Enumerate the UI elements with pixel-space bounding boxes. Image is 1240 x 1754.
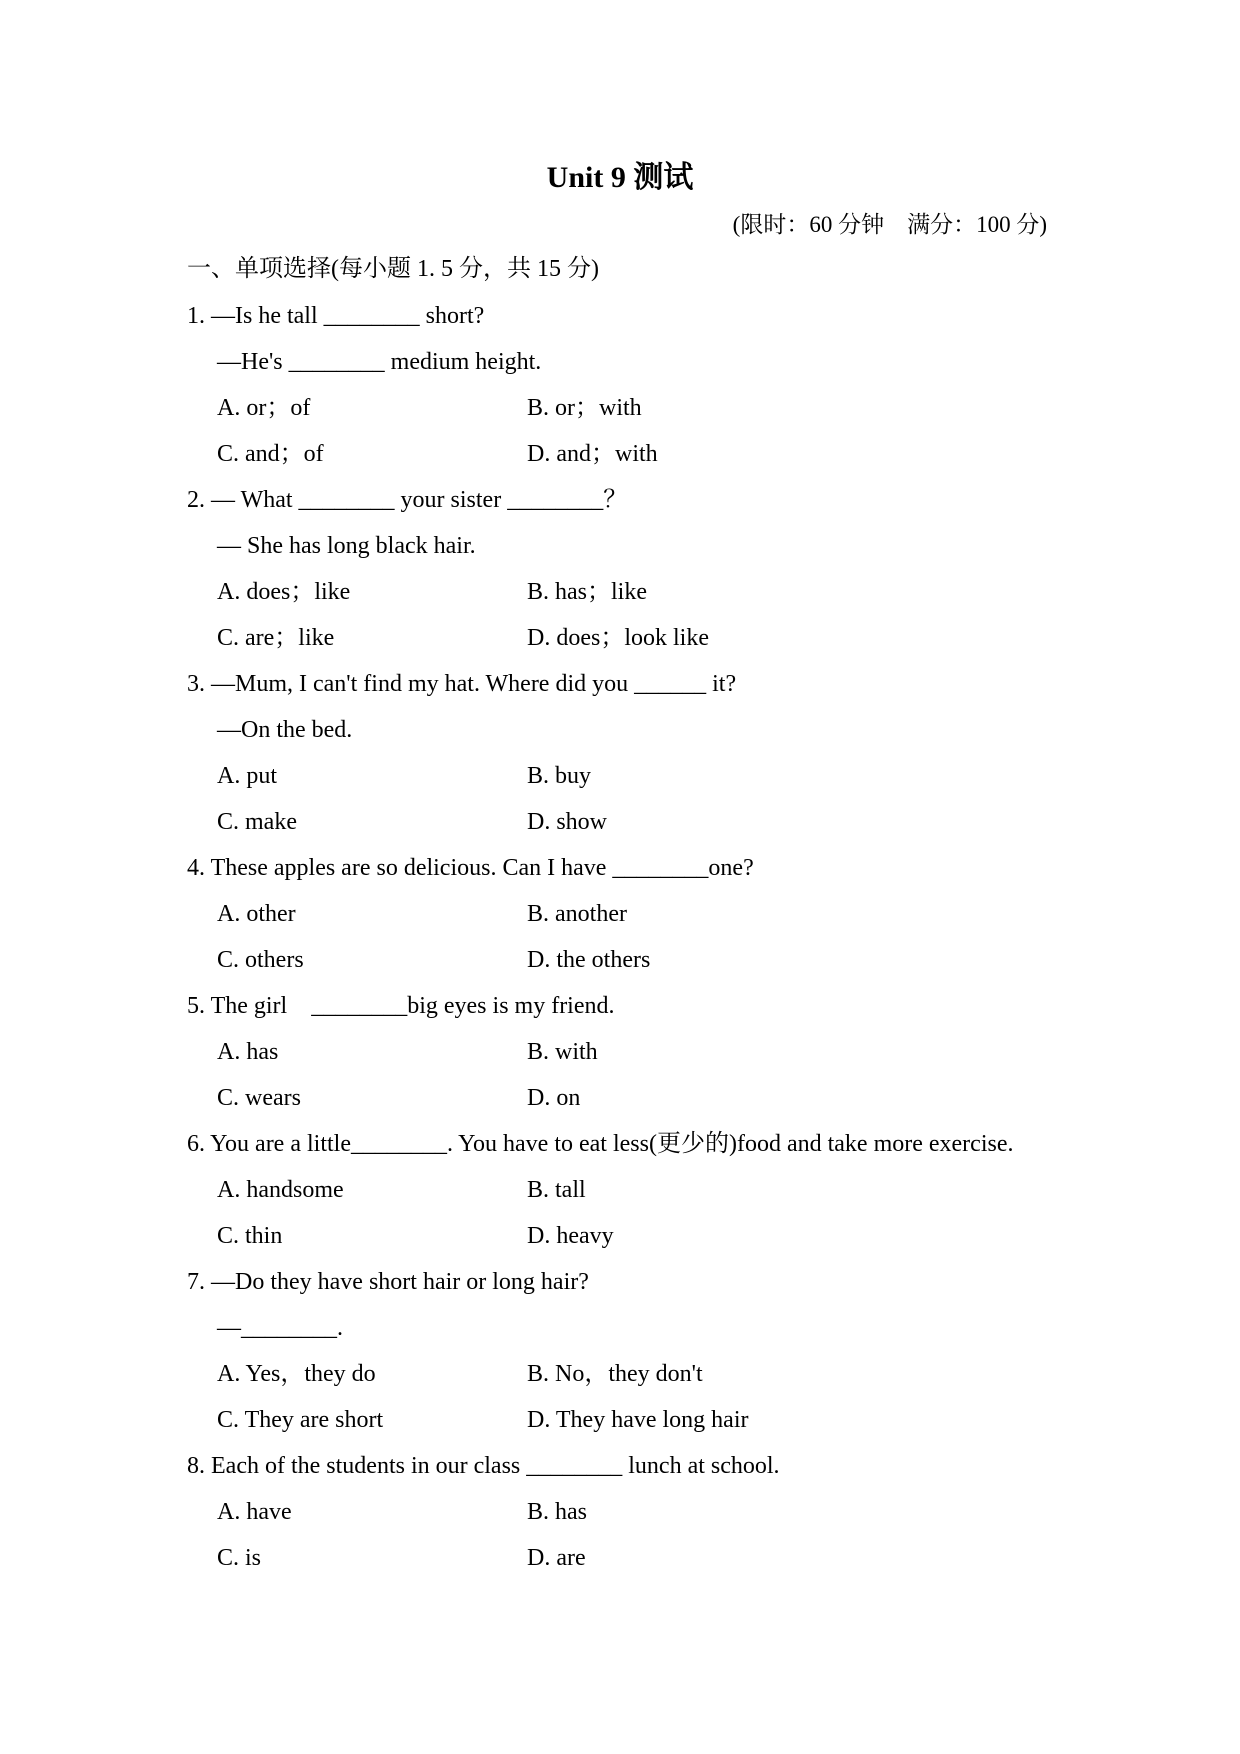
option-row xyxy=(187,942,1067,988)
question-5 xyxy=(187,988,1067,1126)
answer-option: A. does；like xyxy=(217,579,351,605)
answer-option: C. are；like xyxy=(217,625,335,651)
question-stem: 1. —Is he tall ________ short? xyxy=(187,303,485,329)
question-stem: 4. These apples are so delicious. Can I have ________one? xyxy=(187,855,754,881)
question-3 xyxy=(187,666,1067,850)
answer-option: C. make xyxy=(217,809,297,835)
section-heading: 一、单项选择(每小题 1. 5 分，共 15 分) xyxy=(187,256,599,282)
option-row xyxy=(187,1080,1067,1126)
answer-option: A. Yes，they do xyxy=(217,1361,376,1387)
answer-option: A. have xyxy=(217,1499,292,1525)
answer-option: C. is xyxy=(217,1545,262,1571)
option-row xyxy=(187,1034,1067,1080)
option-row xyxy=(187,390,1067,436)
option-row xyxy=(187,1494,1067,1540)
question-stem: 6. You are a little________. You have to eat less(更少的)food and take more exercise. xyxy=(187,1131,1014,1157)
answer-option: B. buy xyxy=(527,763,592,789)
option-row xyxy=(187,896,1067,942)
option-row xyxy=(187,804,1067,850)
answer-option: D. are xyxy=(527,1545,586,1571)
question-8 xyxy=(187,1448,1067,1586)
question-6 xyxy=(187,1126,1067,1264)
option-row xyxy=(187,1172,1067,1218)
question-list xyxy=(187,298,1067,1586)
answer-option: B. No，they don't xyxy=(527,1361,703,1387)
option-row xyxy=(187,574,1067,620)
time-score-limit: (限时：60 分钟 满分：100 分) xyxy=(732,212,1047,237)
question-2 xyxy=(187,482,1067,666)
page-title: Unit 9 测试 xyxy=(546,161,694,194)
question-stem: 2. — What ________ your sister ________？ xyxy=(187,487,628,513)
option-row xyxy=(187,1402,1067,1448)
answer-option: B. another xyxy=(527,901,627,927)
answer-option: A. has xyxy=(217,1039,279,1065)
question-stem: 5. The girl ________big eyes is my friend. xyxy=(187,993,615,1019)
question-response-line: —On the bed. xyxy=(217,717,353,743)
question-response-line: —________. xyxy=(217,1315,343,1341)
answer-option: D. and；with xyxy=(527,441,658,467)
question-7 xyxy=(187,1264,1067,1448)
question-1 xyxy=(187,298,1067,482)
option-row xyxy=(187,620,1067,666)
answer-option: B. has；like xyxy=(527,579,647,605)
answer-option: D. the others xyxy=(527,947,651,973)
answer-option: B. tall xyxy=(527,1177,586,1203)
answer-option: D. heavy xyxy=(527,1223,614,1249)
answer-option: C. others xyxy=(217,947,304,973)
question-4 xyxy=(187,850,1067,988)
answer-option: C. wears xyxy=(217,1085,301,1111)
answer-option: D. on xyxy=(527,1085,581,1111)
question-stem: 8. Each of the students in our class ________ lunch at school. xyxy=(187,1453,780,1479)
option-row xyxy=(187,1356,1067,1402)
answer-option: C. thin xyxy=(217,1223,283,1249)
answer-option: C. They are short xyxy=(217,1407,384,1433)
answer-option: B. or；with xyxy=(527,395,642,421)
answer-option: D. show xyxy=(527,809,608,835)
answer-option: D. does；look like xyxy=(527,625,709,651)
answer-option: C. and；of xyxy=(217,441,324,467)
answer-option: B. with xyxy=(527,1039,598,1065)
question-stem: 7. —Do they have short hair or long hair? xyxy=(187,1269,589,1295)
answer-option: A. put xyxy=(217,763,277,789)
option-row xyxy=(187,1540,1067,1586)
question-response-line: —He's ________ medium height. xyxy=(217,349,542,375)
answer-option: A. handsome xyxy=(217,1177,344,1203)
answer-option: B. has xyxy=(527,1499,587,1525)
answer-option: A. or；of xyxy=(217,395,311,421)
answer-option: A. other xyxy=(217,901,296,927)
option-row xyxy=(187,1218,1067,1264)
option-row xyxy=(187,436,1067,482)
question-stem: 3. —Mum, I can't find my hat. Where did you ______ it? xyxy=(187,671,737,697)
question-response-line: — She has long black hair. xyxy=(217,533,476,559)
answer-option: D. They have long hair xyxy=(527,1407,749,1433)
option-row xyxy=(187,758,1067,804)
